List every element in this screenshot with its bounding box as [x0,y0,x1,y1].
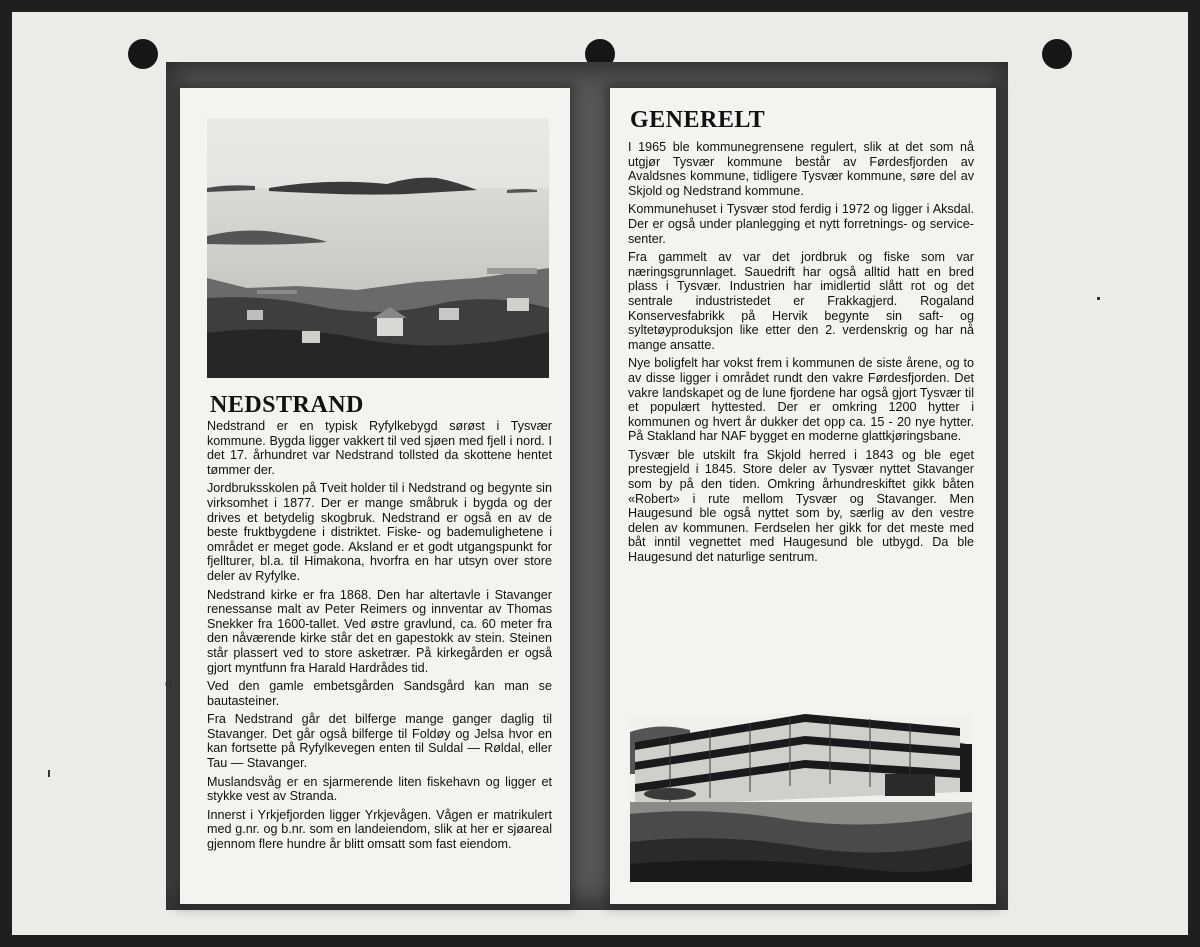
scan-speck [48,770,50,777]
margin-mark: d [165,676,172,690]
paragraph: Jordbruksskolen på Tveit holder til i Nedstrand og begynte sin virksomhet i 1877. Der er mange småbruk i bygda og der drives et betydelig skogbruk. Nedstrand er også en av de beste fruktbygdene i distriktet. Fiske- og bademulighetene i området er meget gode. Aksland er et godt utgangspunkt for fjellturer, bl.a. til Himakona, hvorfra en har utsyn over store deler av Ryfylke. [207,481,552,583]
left-page [180,88,570,904]
punch-hole-left [128,39,158,69]
scan-speck [1097,297,1100,300]
paragraph: Kommunehuset i Tysvær stod ferdig i 1972 og ligger i Aksdal. Der er også under planlegging et nytt forretnings- og service-senter. [628,202,974,246]
paragraph: Muslandsvåg er en sjarmerende liten fiskehavn og ligger et stykke vest av Stranda. [207,774,552,804]
punch-hole-right [1042,39,1072,69]
generelt-body [628,140,974,569]
paragraph: Nedstrand er en typisk Ryfylkebygd sørøst i Tysvær kommune. Bygda ligger vakkert til ved sjøen med fjell i nord. I det 17. århundret var Nedstrand tollsted da skottene hentet tømmer der. [207,419,552,477]
nedstrand-heading: NEDSTRAND [210,392,364,418]
generelt-heading: GENERELT [630,107,766,133]
town-hall-photo [630,714,972,882]
nedstrand-body [207,419,552,856]
paragraph: Fra Nedstrand går det bilferge mange ganger daglig til Stavanger. Det går også bilferge til Foldøy og Jelsa hvor en kan fortsette på Ryfylkevegen enten til Suldal — Røldal, eller Tau — Stavanger. [207,712,552,771]
paragraph: Ved den gamle embetsgården Sandsgård kan man se bautasteiner. [207,679,552,708]
paragraph: Fra gammelt av var det jordbruk og fiske som var næringsgrunnlaget. Sauedrift har også alltid hatt en bred plass i Tysvær. Industrien har imidlertid slått rot og det sentrale industristedet er Frakkagjerd. Rogaland Konservesfabrikk på Hervik begynte sin saft- og syltetøyproduksjon like etter den 2. verdenskrig og har nå mange ansatte. [628,250,974,352]
paragraph: I 1965 ble kommunegrensene regulert, slik at det som nå utgjør Tysvær kommune består av Førdesfjorden av Avaldsnes kommune, tidligere Tysvær kommune, søre del av Skjold og Nedstrand kommune. [628,140,974,198]
paragraph: Tysvær ble utskilt fra Skjold herred i 1843 og ble eget prestegjeld i 1845. Store deler av Tysvær nyttet Stavanger som by på den tiden. Omkring århundreskiftet gikk båten «Robert» i rute mellom Tysvær og Stavanger. Men Haugesund ble også nyttet som by, særlig av den vestre delen av kommunen. Ferdselen her gikk for det meste med båt inntil vegnettet med Haugesund ble utbygd. Da ble Haugesund det naturlige sentrum. [628,447,974,565]
paragraph: Innerst i Yrkjefjorden ligger Yrkjevågen. Vågen er matrikulert med g.nr. og b.nr. som en landeiendom, slik at her er sjøareal gjennom flere hundre år blitt omsatt som fast eiendom. [207,807,552,852]
paragraph: Nye boligfelt har vokst frem i kommunen de siste årene, og to av disse ligger i området rundt den vakre Førdesfjorden. Det vakre landskapet og de lune fjordene har også gjort Tysvær til et populært hyttested. Der er omkring 1200 hytter i kommunen og hvert år dukker det opp ca. 15 - 20 nye hytter. På Stakland har NAF bygget en moderne glattkjøringsbane. [628,356,974,444]
nedstrand-landscape-photo [207,118,549,378]
right-page [610,88,996,904]
paragraph: Nedstrand kirke er fra 1868. Den har altertavle i Stavanger renessanse malt av Peter Reimers og innventar av Thomas Snekker fra 1600-tallet. Ved østre gravlund, ca. 60 meter fra den nåværende kirke står det en gapestokk av stein. Steinen står plassert ved to store asketrær. På kirkegården er også gjort myntfunn fra Harald Hardrådes tid. [207,587,552,675]
